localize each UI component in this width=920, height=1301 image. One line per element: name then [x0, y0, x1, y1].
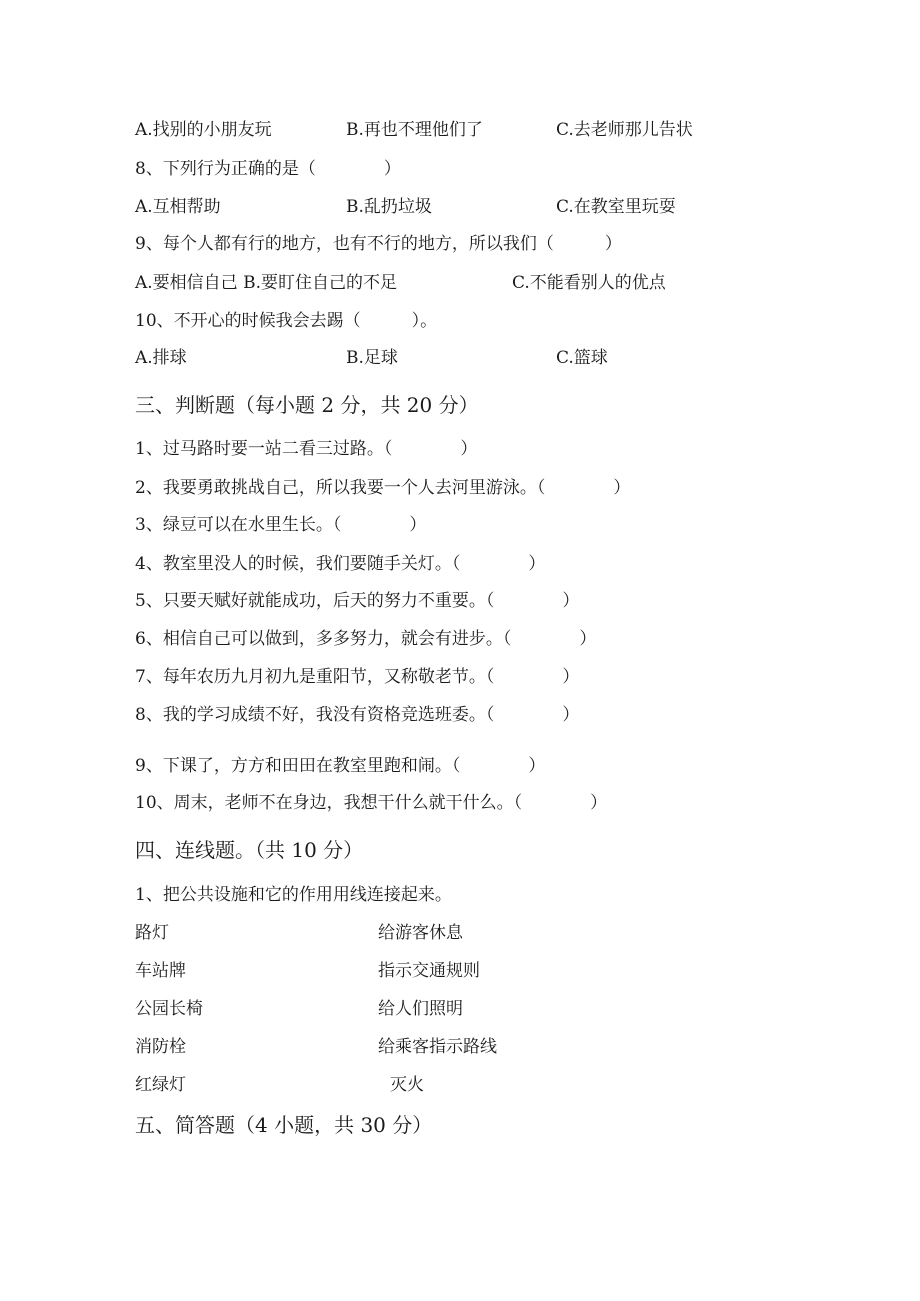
judge-item-10: 10、周末，老师不在身边，我想干什么就干什么。（ ） [135, 793, 608, 813]
q9-option-ab: A.要相信自己 B.要盯住自己的不足 [135, 273, 397, 293]
match-right-item-5[interactable]: 灭火 [390, 1075, 424, 1095]
judge-item-2: 2、我要勇敢挑战自己，所以我要一个人去河里游泳。（ ） [135, 478, 631, 498]
match-right-item-4[interactable]: 给乘客指示路线 [378, 1037, 497, 1057]
q8-stem: 8、下列行为正确的是（ ） [135, 159, 401, 179]
judge-item-9: 9、下课了，方方和田田在教室里跑和闹。（ ） [135, 756, 546, 776]
q9-option-c: C.不能看别人的优点 [512, 273, 666, 293]
q9-stem: 9、每个人都有行的地方，也有不行的地方，所以我们（ ） [135, 234, 622, 254]
match-left-item-3[interactable]: 公园长椅 [135, 999, 203, 1019]
q10-option-b: B.足球 [346, 348, 398, 368]
match-right-item-2[interactable]: 指示交通规则 [378, 961, 480, 981]
q8-option-a: A.互相帮助 [135, 197, 221, 217]
match-right-item-1[interactable]: 给游客休息 [378, 923, 463, 943]
judge-item-7: 7、每年农历九月初九是重阳节，又称敬老节。（ ） [135, 667, 580, 687]
judge-item-1: 1、过马路时要一站二看三过路。（ ） [135, 439, 478, 459]
judge-item-3: 3、绿豆可以在水里生长。（ ） [135, 515, 427, 535]
matching-instruction: 1、把公共设施和它的作用用线连接起来。 [135, 885, 452, 905]
match-right-item-3[interactable]: 给人们照明 [378, 999, 463, 1019]
q10-option-a: A.排球 [135, 348, 187, 368]
section4-heading: 四、连线题。（共 10 分） [135, 838, 364, 862]
judge-item-6: 6、相信自己可以做到，多多努力，就会有进步。（ ） [135, 629, 597, 649]
q10-stem: 10、不开心的时候我会去踢（ ）。 [135, 311, 438, 331]
match-left-item-4[interactable]: 消防栓 [135, 1037, 186, 1057]
section3-heading: 三、判断题（每小题 2 分，共 20 分） [135, 393, 479, 417]
q7-option-c: C.去老师那儿告状 [556, 120, 693, 140]
judge-item-8: 8、我的学习成绩不好，我没有资格竞选班委。（ ） [135, 705, 580, 725]
judge-item-5: 5、只要天赋好就能成功，后天的努力不重要。（ ） [135, 591, 580, 611]
match-left-item-2[interactable]: 车站牌 [135, 961, 186, 981]
q7-option-a: A.找别的小朋友玩 [135, 120, 272, 140]
section5-heading: 五、简答题（4 小题，共 30 分） [135, 1113, 433, 1137]
judge-item-4: 4、教室里没人的时候，我们要随手关灯。（ ） [135, 554, 546, 574]
q8-option-b: B.乱扔垃圾 [346, 197, 432, 217]
q7-option-b: B.再也不理他们了 [346, 120, 483, 140]
q10-option-c: C.篮球 [556, 348, 608, 368]
match-left-item-5[interactable]: 红绿灯 [135, 1075, 186, 1095]
q8-option-c: C.在教室里玩耍 [556, 197, 676, 217]
match-left-item-1[interactable]: 路灯 [135, 923, 169, 943]
